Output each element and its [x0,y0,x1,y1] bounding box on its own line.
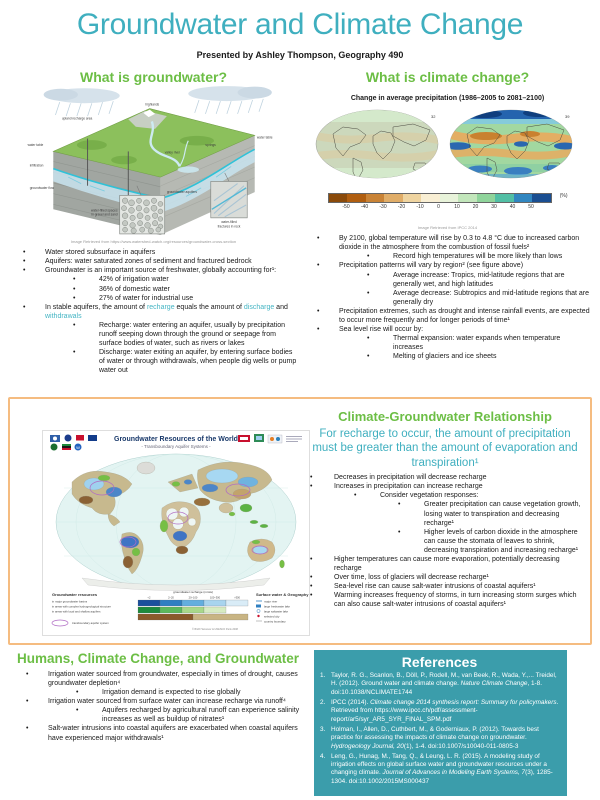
colorbar-tick-label: 0 [437,204,440,211]
list-item-text: Discharge: water exiting an aquifer, by entering surface bodies of water or through withdrawals, when people dig wells or pump water out [99,349,297,375]
bullet-glyph: • [73,285,76,293]
bullet-glyph: • [23,303,26,311]
list-item [303,307,592,325]
precip-colorbar [328,193,552,203]
references-box [314,650,567,796]
colorbar-tick-label: -30 [379,204,387,211]
list-item [306,473,584,482]
bullet-glyph: • [310,583,313,591]
list-item-text: Precipitation patterns will vary by region² (see figure above) [339,262,524,270]
list-item [303,252,592,261]
bullet-glyph: • [23,249,26,257]
poster-subtitle: Presented by Ashley Thompson, Geography 490 [196,50,404,60]
bullet-glyph: • [398,528,401,536]
reference-number: 2. [320,698,326,706]
reference-text: Holman, I., Allen, D., Cuthbert, M., & Goderniaux, P. (2012). Towards best practice for assessing the impacts of climate change on groundwater. Hydrogeology Journal, 20(1), 1-4. doi:10.1007/s10040-011-0805-3 [331,725,539,750]
section-humans [12,652,304,743]
svg-text:32: 32 [430,114,435,120]
rain-cloud-left-icon [43,89,119,117]
colorbar-tick-label: 30 [491,204,497,211]
list-item-text: Irrigation water sourced from surface water can increase recharge via runoff⁴ [48,698,286,706]
list-item [306,582,584,591]
list-item-text: Higher levels of carbon dioxide in the atmosphere can cause the stomata of leaves to shrink, decreasing transpiration and increasing recharge¹ [424,528,579,554]
list-item [303,334,592,352]
groundwater-figure [9,85,298,245]
list-item [9,294,298,303]
svg-text:<2: <2 [147,596,151,600]
list-item-text: Warming increases frequency of storms, in turn increasing storm surges which can also cause salt-water intrusions of coastal aquifers¹ [334,592,577,609]
svg-text:water-filled spaces: water-filled spaces [90,208,118,213]
bullet-glyph: • [73,349,76,357]
list-item-text: Record high temperatures will be more likely than lows [393,253,563,261]
list-item [306,573,584,582]
bullet-glyph: • [73,276,76,284]
bullet-glyph: • [76,689,79,697]
list-item-text: Aquifers: water saturated zones of sediment and fractured bedrock [45,258,252,266]
list-item-text: Aquifers recharged by agricultural runoff can experience salinity increases as well as buildup of nitrates¹ [102,707,300,724]
reference-text: Taylor, R. G., Scanlon, B., Döll, P., Rodell, M., van Beek, R., Wada, Y.,... Treidel, H. (2012). Ground water and climate change. Nature Climate Change, 1-8. doi:10.1038/NCLIMATE1744 [331,672,557,696]
colorbar-tick-label: -50 [342,204,350,211]
bullet-glyph: • [310,474,313,482]
world-groundwater-map-card [42,430,310,636]
rain-cloud-right-icon [188,86,272,114]
svg-text:valley river: valley river [164,150,180,155]
reference-item [320,753,559,787]
relationship-box [8,397,592,645]
list-item [306,482,584,491]
colorbar-segment [329,194,348,202]
bullet-glyph: • [398,501,401,509]
svg-text:water table: water table [27,143,43,148]
relationship-subheading: For recharge to occur, the amount of precipitation must be greater than the amount of evaporation and transpiration¹ [312,428,578,469]
list-item [12,688,304,697]
colorbar-segment [403,194,422,202]
colorbar-segment [514,194,533,202]
svg-text:in areas with local and shallo: in areas with local and shallow aquifers [52,609,101,614]
bullet-glyph: • [317,262,320,270]
colorbar-tick-label: 40 [509,204,516,211]
list-item-text: Higher temperatures can cause more evaporation, potentially decreasing recharge [334,555,560,573]
reference-number: 1. [320,672,326,679]
colorbar-unit: (%) [559,193,568,200]
svg-text:fractures in rock: fractures in rock [217,224,240,229]
list-item [306,528,584,555]
map-attribution: © BGR Hannover & UNESCO Paris 2008 [192,628,238,631]
colorbar-segment [366,194,385,202]
svg-text:groundwater flow: groundwater flow [29,186,54,191]
svg-text:water table: water table [256,135,273,140]
svg-text:>300: >300 [234,596,240,600]
svg-text:groundwater aquifers: groundwater aquifers [166,190,197,195]
list-item [303,325,592,334]
bullet-glyph: • [317,307,320,315]
bullet-glyph: • [76,707,79,715]
list-item-text: Precipitation extremes, such as drought and intense rainfall events, are expected to occur more frequently and for longer periods of time¹ [339,307,590,325]
reference-item [320,726,559,751]
list-item-text: Average increase: Tropics, mid-latitude regions that are generally wet, and high latitudes [393,271,565,288]
colorbar-segment [477,194,496,202]
bullet-glyph: • [310,555,313,563]
list-item [303,289,592,307]
svg-text:100–300: 100–300 [209,596,221,600]
list-item-text: 36% of domestic water [99,285,170,293]
list-item [306,555,584,573]
relationship-heading: Climate-Groundwater Relationship [338,409,552,424]
list-item-text: Irrigation water sourced from groundwater, especially in times of drought, causes groundwater depletion⁴ [48,670,298,687]
climate-bullets [303,234,592,361]
reference-number: 3. [320,725,326,733]
list-item [303,234,592,252]
list-item [303,261,592,270]
wetland [177,167,198,173]
svg-text:highlands: highlands [144,102,159,107]
list-item-text: Increases in precipitation can increase recharge [334,483,483,491]
svg-text:water-filled: water-filled [220,220,237,225]
list-item [303,271,592,289]
groundwater-bullets [9,248,298,375]
precip-map-left [316,110,438,181]
list-item-text: Greater precipitation can cause vegetation growth, losing water to transpiration and decreasing recharge¹ [424,501,581,527]
colorbar-tick-label: -20 [397,204,406,211]
list-item [306,491,584,500]
list-item-text: 42% of irrigation water [99,276,169,284]
list-item-text: Consider vegetation responses: [380,492,479,500]
humans-bullets [12,670,304,743]
colorbar-segment [347,194,366,202]
bullet-glyph: • [317,235,320,243]
list-item [9,303,298,321]
relationship-bullets [306,473,584,609]
svg-text:W: W [76,445,80,450]
list-item [9,257,298,266]
section-climate [303,70,592,362]
list-item [9,348,298,375]
bullet-glyph: • [23,267,26,275]
list-item-text: Water stored subsurface in aquifers [45,249,156,257]
bullet-glyph: • [26,725,29,733]
reference-text: Leng, G., Hunag, M., Tang, Q., & Leung, L. R. (2015). A modeling study of irrigation effects on global surface water and groundwater resources under a changing climate. Journal of Advances in Modeling Earth Systems, 7(3), 1285-1304. doi:10.1002/2015MS000437 [331,752,553,785]
bullet-glyph: • [26,698,29,706]
list-item-text: Salt-water intrusions into coastal aquifers are exacerbated when coastal aquifers have experienced major withdrawals¹ [48,725,298,742]
bullet-glyph: • [73,294,76,302]
svg-text:in gravel and sand: in gravel and sand [90,213,118,218]
list-item-text: Over time, loss of glaciers will decrease recharge¹ [334,574,489,582]
bullet-glyph: • [73,321,76,329]
svg-text:major river: major river [264,599,278,604]
relationship-content [306,409,584,610]
colorbar-tick-label: 50 [528,204,534,211]
list-item [12,706,304,724]
list-item-text: Recharge: water entering an aquifer, usually by precipitation runoff seeping down through the ground or seepage from surface bodies of water, such as rivers or lakes [99,321,285,348]
bullet-glyph: • [354,492,357,500]
list-item-text: In stable aquifers, the amount of recharge equals the amount of discharge and withdrawals [45,303,288,320]
svg-text:Groundwater resources: Groundwater resources [52,592,98,597]
list-item-text: Sea-level rise can cause salt-water intrusions of coastal aquifers¹ [334,583,536,591]
section-groundwater [9,70,298,376]
list-item-text: Decreases in precipitation will decrease recharge [334,474,487,482]
list-item [12,724,304,742]
svg-text:in major groundwater basins: in major groundwater basins [52,599,88,604]
bullet-glyph: • [367,335,370,343]
svg-text:large saltwater lake: large saltwater lake [264,609,289,614]
svg-text:upland recharge area: upland recharge area [61,116,92,121]
precipitation-figure [303,95,592,231]
groundwater-figure-caption: Image Retrieved from https://www.watershed-watch.org/resources/groundwater-cross-section [70,239,237,245]
reference-number: 4. [320,752,326,760]
list-item [9,275,298,284]
list-item-text: Thermal expansion: water expands when temperature increases [393,335,561,352]
references-list [320,672,559,786]
svg-text:Surface water & Geography: Surface water & Geography [256,592,309,597]
references-heading: References [401,654,478,670]
map-subtitle: - Transboundary Aquifer Systems - [141,444,211,449]
list-item [12,670,304,688]
colorbar-tick-label: 10 [454,204,460,211]
bullet-glyph: • [310,483,313,491]
bullet-glyph: • [367,271,370,279]
list-item [9,285,298,294]
colorbar-ticks [328,204,550,212]
list-item [9,248,298,257]
reference-item [320,699,559,724]
precip-map-right [445,109,576,181]
poster-title: Groundwater and Climate Change [76,8,524,41]
list-item [9,266,298,275]
list-item-text: Groundwater is an important source of freshwater, globally accounting for¹: [45,267,277,275]
svg-text:in areas with complex hydrogeo: in areas with complex hydrogeological structure [52,604,111,609]
colorbar-tick-label: 20 [472,204,479,211]
bullet-glyph: • [26,670,29,678]
svg-text:2–20: 2–20 [168,596,174,600]
colorbar-segment [384,194,403,202]
map-title: Groundwater Resources of the World [114,436,238,443]
list-item [12,697,304,706]
precip-colorbar-row [328,193,568,212]
reference-text: IPCC (2014). Climate change 2014 synthesis report: Summary for policymakers. Retrieved from https://www.ipcc.ch/pdf/assessment-report/ar5/syr_AR5_SYR_FINAL_SPM.pdf [331,698,559,723]
colorbar-segment [532,194,551,202]
list-item-text: Average decrease: Subtropics and mid-latitude regions that are generally dry [393,289,589,306]
svg-text:groundwater recharge (mm/a): groundwater recharge (mm/a) [173,590,213,594]
list-item [303,352,592,361]
colorbar-tick-label: -40 [360,204,369,211]
svg-text:39: 39 [564,114,569,120]
bullet-glyph: • [310,592,313,600]
colorbar-segment [421,194,440,202]
precipitation-maps [314,104,582,186]
svg-text:20–100: 20–100 [188,596,198,600]
groundwater-heading: What is groundwater? [80,69,227,85]
svg-text:infiltration: infiltration [29,163,43,168]
reference-item [320,672,559,697]
colorbar-tick-label: -10 [416,204,424,211]
bullet-glyph: • [367,353,370,361]
colorbar-segment [495,194,514,202]
list-item [306,591,584,609]
list-item-text: Melting of glaciers and ice sheets [393,353,497,361]
world-groundwater-map [42,430,310,636]
bullet-glyph: • [310,574,313,582]
climate-heading: What is climate change? [365,69,530,85]
list-item-text: 27% of water for industrial use [99,294,194,302]
svg-text:country boundary: country boundary [264,619,286,624]
list-item-text: By 2100, global temperature will rise by 0.3 to 4.8 °C due to increased carbon dioxide in the atmosphere from the combustion of fossil fuels² [339,235,580,252]
colorbar-segment [440,194,459,202]
list-item-text: Irrigation demand is expected to rise globally [102,689,241,697]
groundwater-diagram [25,85,283,235]
svg-text:selected city: selected city [264,614,280,619]
svg-text:transboundary aquifer system: transboundary aquifer system [72,621,109,625]
humans-heading: Humans, Climate Change, and Groundwater [16,651,300,666]
list-item [9,321,298,348]
svg-text:large freshwater lake: large freshwater lake [264,604,290,609]
precipitation-figure-title: Change in average precipitation (1986–2005 to 2081–2100) [350,95,545,103]
bullet-glyph: • [317,326,320,334]
bullet-glyph: • [367,253,370,261]
bullet-glyph: • [23,258,26,266]
list-item [306,500,584,527]
colorbar-segment [458,194,477,202]
bullet-glyph: • [367,289,370,297]
list-item-text: Sea level rise will occur by: [339,326,424,334]
precipitation-figure-caption: Image Retrieved from IPCC 2014 [417,225,478,231]
svg-text:springs: springs [204,143,216,148]
